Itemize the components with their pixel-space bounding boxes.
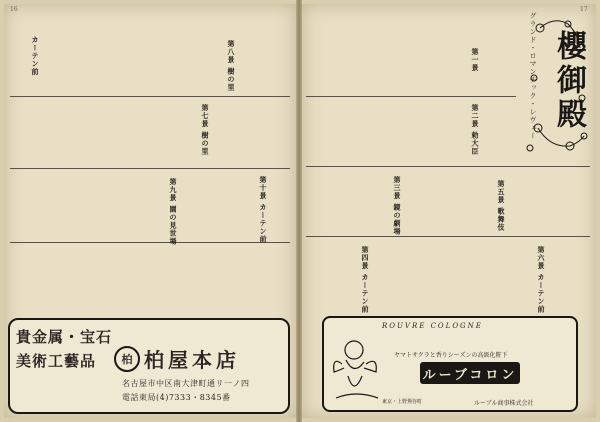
heading-curtain: カーテン前 <box>31 36 40 76</box>
divider <box>10 96 290 97</box>
heading-scene-1: 第一景 <box>471 48 480 72</box>
ad-line-2: 美術工藝品 <box>16 352 97 370</box>
ad-line-1: 貴金属・宝石 <box>16 328 113 346</box>
ad-address: 名古屋市中区南大津町通リ一ノ四 <box>122 379 250 388</box>
divider <box>306 236 590 237</box>
heading-scene-6: 第六景 カーテン前 <box>537 246 546 314</box>
ad-maker: ルーブル商事株式会社 <box>474 400 534 407</box>
heading-scene-10: 第十景 カーテン前 <box>259 176 268 244</box>
divider <box>10 242 290 243</box>
ad-kashiwaya <box>8 318 290 414</box>
title-main: 櫻御殿 <box>551 30 586 132</box>
heading-scene-3: 第三景 鏡の劇場 <box>393 176 402 236</box>
heading-scene-2: 第二景 勅大臣 <box>471 104 480 156</box>
kashiwa-seal-icon: 柏 <box>114 346 140 372</box>
heading-scene-5: 第五景 歌舞伎 <box>497 180 506 232</box>
left-page-number: 16 <box>10 6 18 13</box>
heading-scene-8: 第八景 樹の里 <box>227 40 236 92</box>
ad-phone: 電話東局(4)7333・8345番 <box>122 393 231 402</box>
ad-store-name: 柏屋本店 <box>144 348 240 372</box>
ad-slogan: ヤマトサクラと香りシーズンの高級化粧下 <box>394 352 508 359</box>
right-page-number: 17 <box>580 6 588 13</box>
ad-location: 東京・上野鶯谷町 <box>382 399 423 405</box>
heading-scene-4: 第四景 カーテン前 <box>361 246 370 314</box>
title-block <box>520 8 592 158</box>
heading-scene-9: 第九景 園の見世場 <box>169 178 178 246</box>
angel-illustration-icon <box>328 332 384 404</box>
divider <box>306 96 516 97</box>
divider <box>306 166 590 167</box>
title-subtitle: グランド・ロマンチック・レヴュー <box>529 12 537 140</box>
divider <box>10 168 290 169</box>
ad-rouvre-cologne <box>322 316 578 412</box>
ad-product-name: ルーブコロン <box>420 362 520 384</box>
ad-brand: ROUVRE COLOGNE <box>382 322 483 330</box>
heading-scene-7: 第七景 樹の里 <box>201 104 210 156</box>
